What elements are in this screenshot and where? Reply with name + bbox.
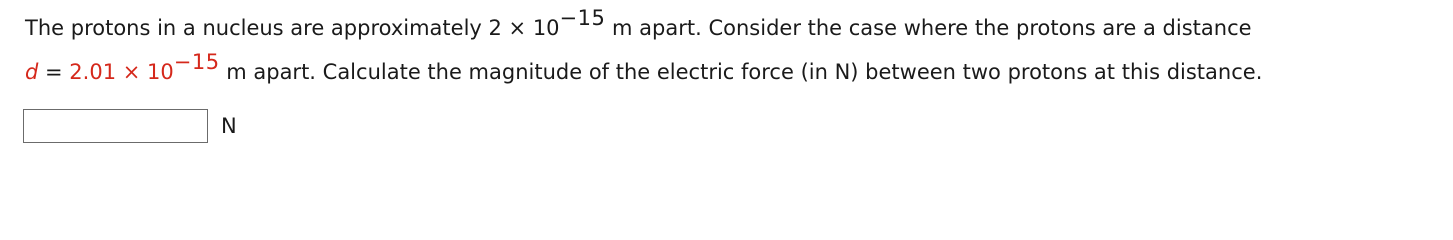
distance-exponent: −15 bbox=[173, 50, 220, 74]
problem-text: m apart. Consider the case where the protons are a distance bbox=[605, 16, 1252, 40]
distance-value: 2.01 × 10 bbox=[69, 60, 174, 84]
answer-input[interactable] bbox=[23, 109, 208, 143]
problem-text: m apart. Calculate the magnitude of the electric force (in N) between two protons at this distance. bbox=[219, 60, 1263, 84]
problem-statement bbox=[25, 6, 1450, 94]
distance-variable: d bbox=[25, 60, 39, 84]
exponent: −15 bbox=[559, 6, 606, 30]
problem-text: The protons in a nucleus are approximately 2 × 10 bbox=[25, 16, 560, 40]
equals-sign: = bbox=[38, 60, 70, 84]
answer-unit: N bbox=[221, 114, 237, 138]
answer-row bbox=[23, 109, 237, 143]
problem-line-2 bbox=[25, 50, 1450, 94]
problem-line-1 bbox=[25, 6, 1450, 50]
